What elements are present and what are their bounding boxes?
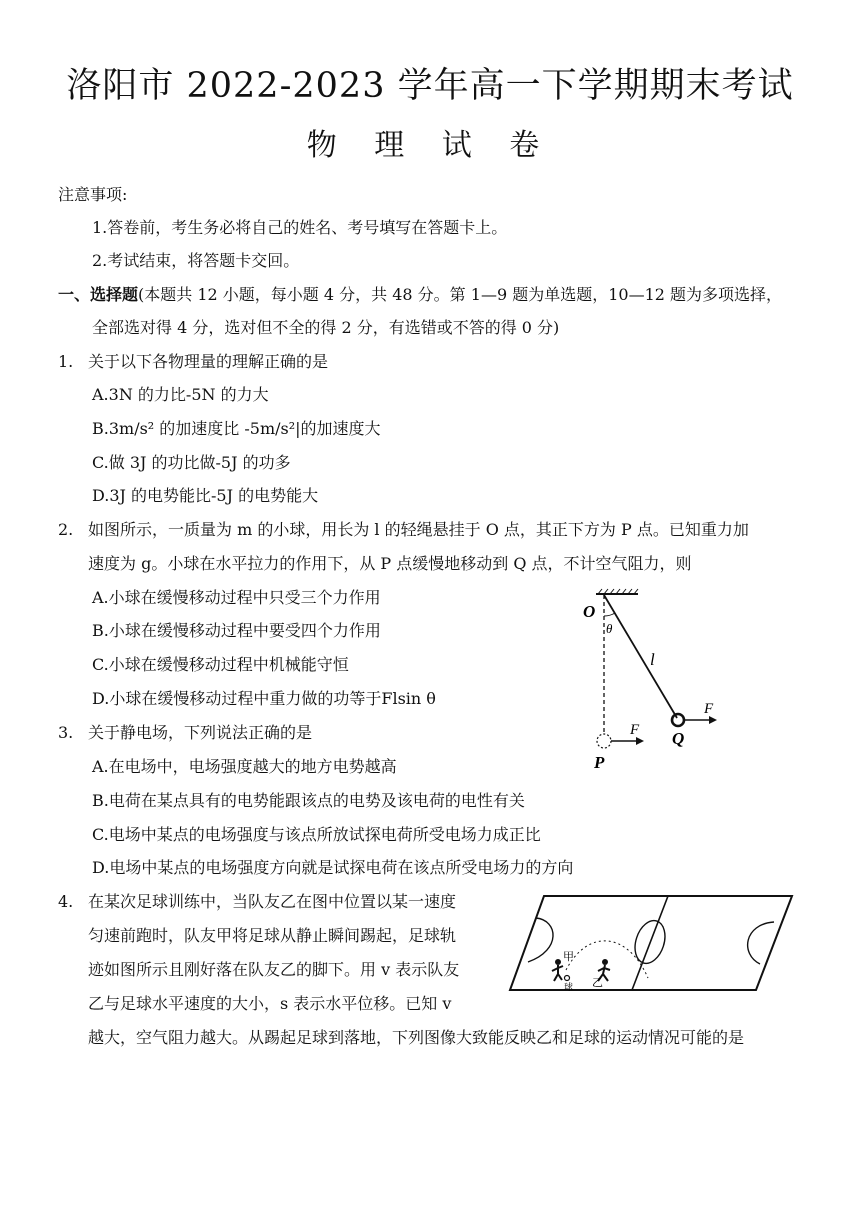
label-l: l bbox=[650, 650, 655, 669]
arrowhead-icon bbox=[709, 716, 717, 724]
label-yi: 乙 bbox=[592, 976, 603, 989]
question-number: 2. bbox=[58, 520, 74, 539]
ball-at-p bbox=[597, 734, 611, 748]
exam-subject: 物 理 试 卷 bbox=[306, 128, 554, 163]
question-stem: 如图所示，一质量为 m 的小球，用长为 l 的轻绳悬挂于 O 点，其正下方为 P 点。已知重力加 bbox=[88, 520, 749, 539]
exam-title: 洛阳市 2022-2023 学年高一下学期期末考试 bbox=[66, 66, 794, 106]
pendulum-figure bbox=[576, 586, 726, 776]
option-b: B.3m/s² 的加速度比 -5m/s²|的加速度大 bbox=[92, 419, 381, 438]
ball-icon bbox=[565, 976, 570, 981]
option-c: C.小球在缓慢移动过程中机械能守恒 bbox=[92, 655, 349, 674]
question-stem: 关于以下各物理量的理解正确的是 bbox=[88, 352, 329, 371]
player-jia-head bbox=[555, 959, 561, 965]
right-penalty-arc bbox=[748, 922, 774, 964]
question-stem: 乙与足球水平速度的大小，s 表示水平位移。已知 v bbox=[88, 994, 452, 1013]
label-o: O bbox=[583, 602, 596, 621]
question-stem: 在某次足球训练中，当队友乙在图中位置以某一速度 bbox=[88, 892, 457, 911]
label-theta: θ bbox=[606, 621, 613, 636]
label-f-p: F bbox=[630, 722, 640, 738]
notice-item: 2.考试结束，将答题卡交回。 bbox=[92, 251, 300, 270]
section-label: 一、选择题 bbox=[58, 285, 139, 304]
question-stem: 迹如图所示且刚好落在队友乙的脚下。用 v 表示队友 bbox=[88, 960, 460, 979]
option-d: D.电场中某点的电场强度方向就是试探电荷在该点所受电场力的方向 bbox=[92, 858, 574, 877]
option-c: C.电场中某点的电场强度与该点所放试探电荷所受电场力成正比 bbox=[92, 825, 541, 844]
label-p: P bbox=[594, 753, 605, 772]
question-number: 4. bbox=[58, 892, 74, 911]
angle-arc bbox=[604, 613, 615, 616]
option-d: D.3J 的电势能比-5J 的电势能大 bbox=[92, 486, 319, 505]
option-a: A.在电场中，电场强度越大的地方电势越高 bbox=[92, 757, 397, 776]
question-number: 1. bbox=[58, 352, 74, 371]
question-stem: 关于静电场，下列说法正确的是 bbox=[88, 723, 313, 742]
section-desc: (本题共 12 小题，每小题 4 分，共 48 分。第 1—9 题为单选题，10—12 题为多项选择， bbox=[138, 285, 783, 304]
option-d: D.小球在缓慢移动过程中重力做的功等于Flsin θ bbox=[92, 689, 436, 708]
label-jia: 甲 bbox=[563, 950, 574, 963]
question-stem: 匀速前跑时，队友甲将足球从静止瞬间踢起，足球轨 bbox=[88, 926, 457, 945]
label-q: Q bbox=[672, 729, 685, 748]
question-stem: 越大，空气阻力越大。从踢起足球到落地，下列图像大致能反映乙和足球的运动情况可能的是 bbox=[88, 1028, 745, 1047]
label-f-q: F bbox=[704, 701, 714, 717]
question-stem: 速度为 g。小球在水平拉力的作用下，从 P 点缓慢地移动到 Q 点，不计空气阻力，则 bbox=[88, 554, 692, 573]
option-a: A.3N 的力比-5N 的力大 bbox=[92, 385, 269, 404]
ball-at-q bbox=[672, 714, 684, 726]
section-header bbox=[58, 284, 782, 306]
field-boundary bbox=[510, 896, 792, 990]
soccer-field-figure bbox=[508, 892, 798, 994]
section-desc-cont: 全部选对得 4 分，选对但不全的得 2 分，有选错或不答的得 0 分) bbox=[92, 318, 560, 337]
notice-item: 1.答卷前，考生务必将自己的姓名、考号填写在答题卡上。 bbox=[92, 218, 508, 237]
label-ball: 球 bbox=[564, 983, 574, 993]
option-b: B.小球在缓慢移动过程中要受四个力作用 bbox=[92, 621, 381, 640]
option-c: C.做 3J 的功比做-5J 的功多 bbox=[92, 453, 291, 472]
arrowhead-icon bbox=[636, 737, 644, 745]
option-a: A.小球在缓慢移动过程中只受三个力作用 bbox=[92, 588, 381, 607]
notice-heading: 注意事项: bbox=[58, 185, 128, 204]
halfway-line bbox=[632, 896, 668, 990]
question-number: 3. bbox=[58, 723, 74, 742]
left-penalty-arc bbox=[528, 918, 553, 962]
player-yi-head bbox=[602, 959, 608, 965]
player-jia-icon bbox=[552, 965, 563, 981]
option-b: B.电荷在某点具有的电势能跟该点的电势及该电荷的电性有关 bbox=[92, 791, 525, 810]
